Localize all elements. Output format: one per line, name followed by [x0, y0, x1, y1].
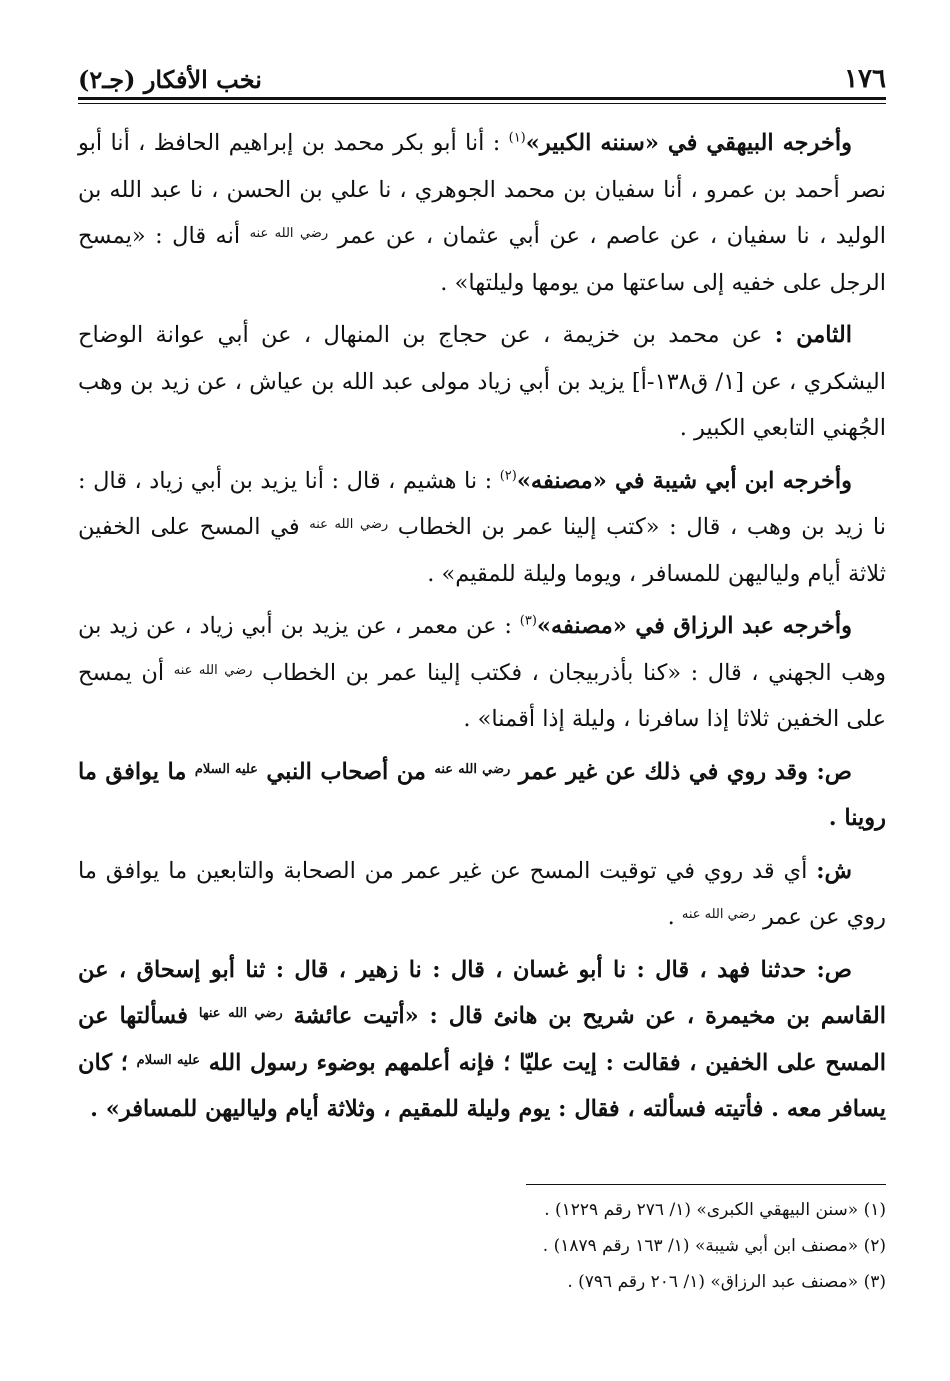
- paragraph-text: من أصحاب النبي: [257, 758, 435, 785]
- paragraph-text: أي قد روي في توقيت المسح عن غير عمر من الصحابة والتابعين ما يوافق ما روي عن عمر: [78, 857, 886, 930]
- running-header: [78, 54, 886, 94]
- paragraph-text: .: [667, 904, 682, 930]
- paragraph-lead: ش:: [816, 857, 852, 884]
- footnote-1: (١) «سنن البيهقي الكبرى» (١/ ٢٧٦ رقم ١٢٢٩) .: [544, 1200, 886, 1220]
- footnote-2: (٢) «مصنف ابن أبي شيبة» (١/ ١٦٣ رقم ١٨٧٩) .: [542, 1236, 886, 1256]
- paragraph-lead: الثامن :: [774, 322, 852, 348]
- footnote-ref: (٣): [519, 613, 537, 629]
- honorific: عليه السلام: [136, 1052, 201, 1068]
- book-title: نخب الأفكار (جـ٢): [78, 65, 262, 94]
- paragraph-sad-2: [78, 947, 886, 1133]
- footnotes: [78, 1192, 886, 1300]
- footnote-ref: (٢): [499, 468, 517, 483]
- paragraph-lead: ص: حدثنا فهد ، قال : نا أبو غسان ، قال : نا زهير ، قال : ثنا أبو إسحاق ، عن القاسم بن مخيمرة ، عن شريح بن هانئ قال : «أتيت عائشة: [78, 956, 886, 1029]
- page-number: ١٧٦: [844, 64, 886, 94]
- paragraph-text: عن محمد بن خزيمة ، عن حجاج بن المنهال ، عن أبي عوانة الوضاح اليشكري ، عن [١/ ق١٣٨-أ] يزيد بن أبي زياد مولى عبد الله بن عياش ، عن زيد بن وهب الجُهني التابعي الكبير .: [78, 322, 886, 441]
- paragraph-text: : عن معمر ، عن يزيد بن أبي زياد ، عن زيد بن وهب الجهني ، قال : «كنا بأذربيجان ، فكتب إلينا عمر بن الخطاب: [78, 613, 886, 686]
- paragraph-bayhaqi: [78, 120, 886, 306]
- paragraph-text: : نا هشيم ، قال : أنا يزيد بن أبي زياد ، قال : نا زيد بن وهب ، قال : «كتب إلينا عمر بن الخطاب: [78, 467, 886, 540]
- paragraph-abd-al-razzaq: [78, 603, 886, 743]
- paragraph-text: أنه قال : «يمسح الرجل على خفيه إلى ساعتها من يومها وليلتها» .: [78, 223, 886, 296]
- paragraph-text: في المسح على الخفين ثلاثة أيام ولياليهن للمسافر ، ويوما وليلة للمقيم» .: [78, 514, 886, 587]
- paragraph-text: ما يوافق ما روينا .: [78, 758, 886, 831]
- paragraph-text: : أنا أبو بكر محمد بن إبراهيم الحافظ ، أنا أبو نصر أحمد بن عمرو ، أنا سفيان بن محمد الجوهري ، نا علي بن الحسن ، نا عبد الله بن الوليد ، نا سفيان ، عن عاصم ، عن أبي عثمان ، عن عمر: [78, 130, 886, 249]
- honorific: رضي الله عنها: [198, 1006, 283, 1021]
- main-text: [78, 120, 886, 1139]
- paragraph-text: أن يمسح على الخفين ثلاثا إذا سافرنا ، وليلة إذا أقمنا» .: [78, 659, 886, 732]
- header-rule-thin: [78, 103, 886, 104]
- paragraph-lead: ص: وقد روي في ذلك عن غير عمر: [510, 758, 852, 785]
- paragraph-text: فسألتها عن المسح على الخفين ، فقالت : إيت عليّا ؛ فإنه أعلمهم بوضوء رسول الله: [78, 1003, 886, 1076]
- paragraph-ibn-abi-shaybah: [78, 458, 886, 598]
- honorific: رضي الله عنه: [249, 226, 329, 241]
- honorific: رضي الله عنه: [681, 907, 756, 922]
- footnote-ref: (١): [508, 130, 526, 146]
- footnote-3: (٣) «مصنف عبد الرزاق» (١/ ٢٠٦ رقم ٧٩٦) .: [567, 1272, 886, 1292]
- footnote-rule: [526, 1184, 886, 1185]
- header-rule: [78, 97, 886, 100]
- paragraph-lead: وأخرجه ابن أبي شيبة في «مصنفه»: [516, 467, 852, 494]
- paragraph-sad-1: [78, 749, 886, 842]
- honorific: رضي الله عنه: [173, 662, 253, 678]
- paragraph-eighth: [78, 312, 886, 452]
- honorific: عليه السلام: [194, 761, 258, 777]
- honorific: رضي الله عنه: [434, 761, 511, 777]
- paragraph-text: ؛ كان يسافر معه . فأتيته فسألته ، فقال : يوم وليلة للمقيم ، وثلاثة أيام ولياليهن للمسافر» .: [78, 1049, 886, 1122]
- paragraph-shin: [78, 848, 886, 941]
- honorific: رضي الله عنه: [309, 517, 389, 532]
- paragraph-lead: وأخرجه عبد الرزاق في «مصنفه»: [536, 613, 852, 639]
- paragraph-lead: وأخرجه البيهقي في «سننه الكبير»: [525, 130, 852, 156]
